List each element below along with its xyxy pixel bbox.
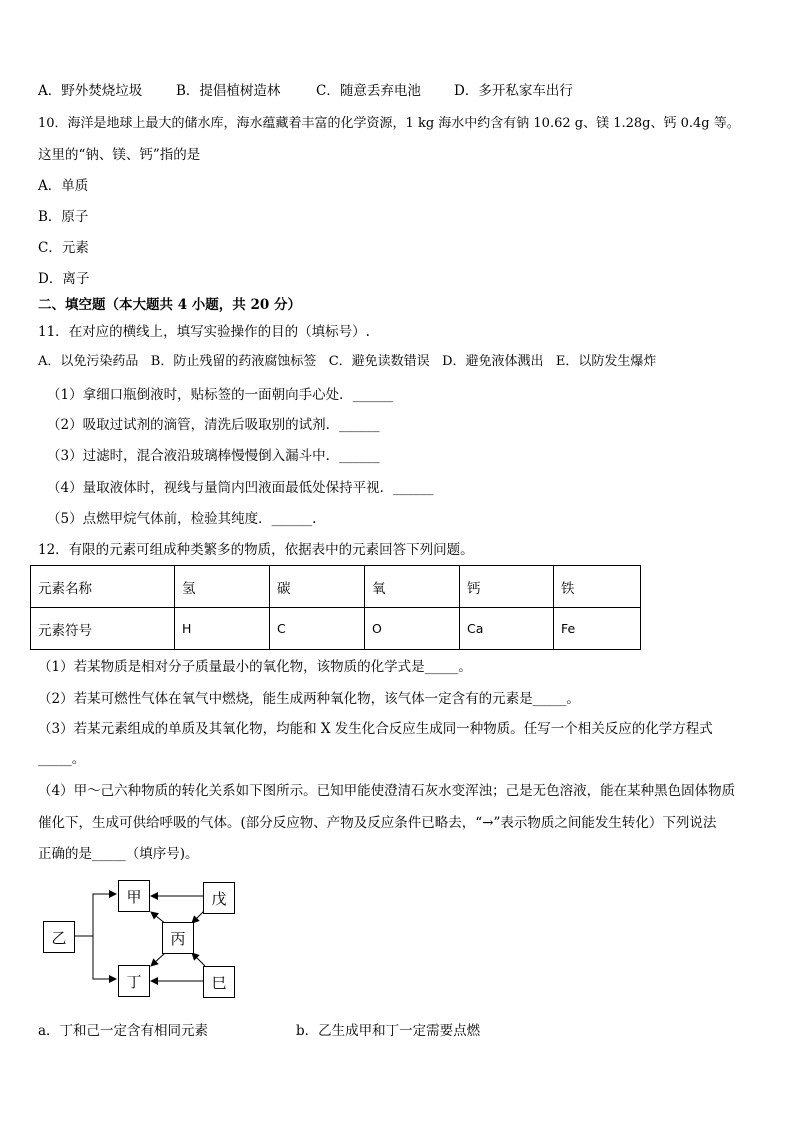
table-row-header: 元素符号 bbox=[31, 608, 175, 650]
q9-option-d: D．多开私家车出行 bbox=[454, 83, 573, 99]
q11-item-4: （4）量取液体时，视线与量筒内凹液面最低处保持平视．______ bbox=[47, 480, 434, 496]
table-cell: H bbox=[175, 608, 270, 650]
q10-stem-line2: 这里的“钠、镁、钙”指的是 bbox=[38, 147, 201, 163]
q9-option-a: A．野外焚烧垃圾 bbox=[38, 83, 143, 99]
q12-sub4-line2: 催化下，生成可供给呼吸的气体。(部分反应物、产物及反应条件已略去，“→”表示物质之间能发生转化）下列说法 bbox=[38, 815, 717, 831]
q11-item-3: （3）过滤时，混合液沿玻璃棒慢慢倒入漏斗中．______ bbox=[47, 448, 380, 464]
table-cell: 碳 bbox=[270, 566, 365, 608]
node-ji: 巳 bbox=[203, 966, 235, 998]
arrow-bing-ding bbox=[151, 952, 166, 966]
table-cell: 铁 bbox=[554, 566, 641, 608]
table-cell: 氧 bbox=[365, 566, 460, 608]
node-ding: 丁 bbox=[118, 965, 150, 997]
q12-sub1: （1）若某物质是相对分子质量最小的氧化物，该物质的化学式是_____。 bbox=[38, 659, 472, 675]
q12-choice-b: b．乙生成甲和丁一定需要点燃 bbox=[296, 1023, 481, 1039]
q12-sub4-line3: 正确的是_____（填序号)。 bbox=[38, 846, 199, 862]
arrow-yi-ding bbox=[93, 936, 116, 979]
q10-option-d: D．离子 bbox=[38, 271, 90, 287]
table-row-header: 元素名称 bbox=[31, 566, 175, 608]
q12-stem: 12．有限的元素可组成种类繁多的物质，依据表中的元素回答下列问题。 bbox=[38, 542, 474, 558]
q10-option-a: A．单质 bbox=[38, 178, 89, 194]
q11-stem: 11．在对应的横线上，填写实验操作的目的（填标号）. bbox=[38, 324, 370, 340]
q12-sub2: （2）若某可燃性气体在氧气中燃烧，能生成两种氧化物，该气体一定含有的元素是_____。 bbox=[38, 691, 580, 707]
node-wu: 戊 bbox=[203, 882, 235, 914]
q9-option-b: B．提倡植树造林 bbox=[176, 83, 281, 99]
q10-stem-line1: 10．海洋是地球上最大的储水库，海水蕴藏着丰富的化学资源，1 kg 海水中约含有钠 10.62 g、镁 1.28g、钙 0.4g 等。 bbox=[38, 116, 740, 131]
q12-choices bbox=[38, 1022, 480, 1040]
q10-option-c: C．元素 bbox=[38, 240, 89, 256]
table-cell: C bbox=[270, 608, 365, 650]
q11-item-5: （5）点燃甲烷气体前，检验其纯度．______. bbox=[47, 511, 317, 527]
table-cell: Fe bbox=[554, 608, 641, 650]
q11-item-1: （1）拿细口瓶倒液时，贴标签的一面朝向手心处．______ bbox=[47, 387, 394, 403]
arrow-yi-jia bbox=[75, 894, 116, 936]
node-jia: 甲 bbox=[118, 880, 150, 912]
q9-option-c: C．随意丢弃电池 bbox=[316, 83, 421, 99]
node-bing: 丙 bbox=[162, 922, 194, 954]
q12-choice-a: a．丁和己一定含有相同元素 bbox=[38, 1023, 209, 1039]
section-heading: 二、填空题（本大题共 4 小题，共 20 分） bbox=[38, 297, 301, 313]
q10-option-b: B．原子 bbox=[38, 209, 89, 225]
q12-sub3-line2: _____。 bbox=[38, 751, 86, 767]
q12-sub3-line1: （3）若某元素组成的单质及其氧化物，均能和 X 发生化合反应生成同一种物质。任写一个相关反应的化学方程式 bbox=[38, 721, 713, 737]
q12-sub4-line1: （4）甲～己六种物质的转化关系如下图所示。已知甲能使澄清石灰水变浑浊；己是无色溶液，能在某种黑色固体物质 bbox=[38, 783, 736, 799]
table-cell: O bbox=[365, 608, 460, 650]
node-yi: 乙 bbox=[43, 921, 75, 953]
q11-options: A．以免污染药品 B．防止残留的药液腐蚀标签 C．避免读数错误 D．避免液体溅出 E．以防发生爆炸 bbox=[38, 354, 657, 369]
arrow-ji-bing bbox=[192, 953, 205, 966]
table-cell: Ca bbox=[460, 608, 554, 650]
table-cell: 钙 bbox=[460, 566, 554, 608]
q11-item-2: （2）吸取过试剂的滴管，清洗后吸取别的试剂．______ bbox=[47, 417, 380, 433]
table-cell: 氢 bbox=[175, 566, 270, 608]
